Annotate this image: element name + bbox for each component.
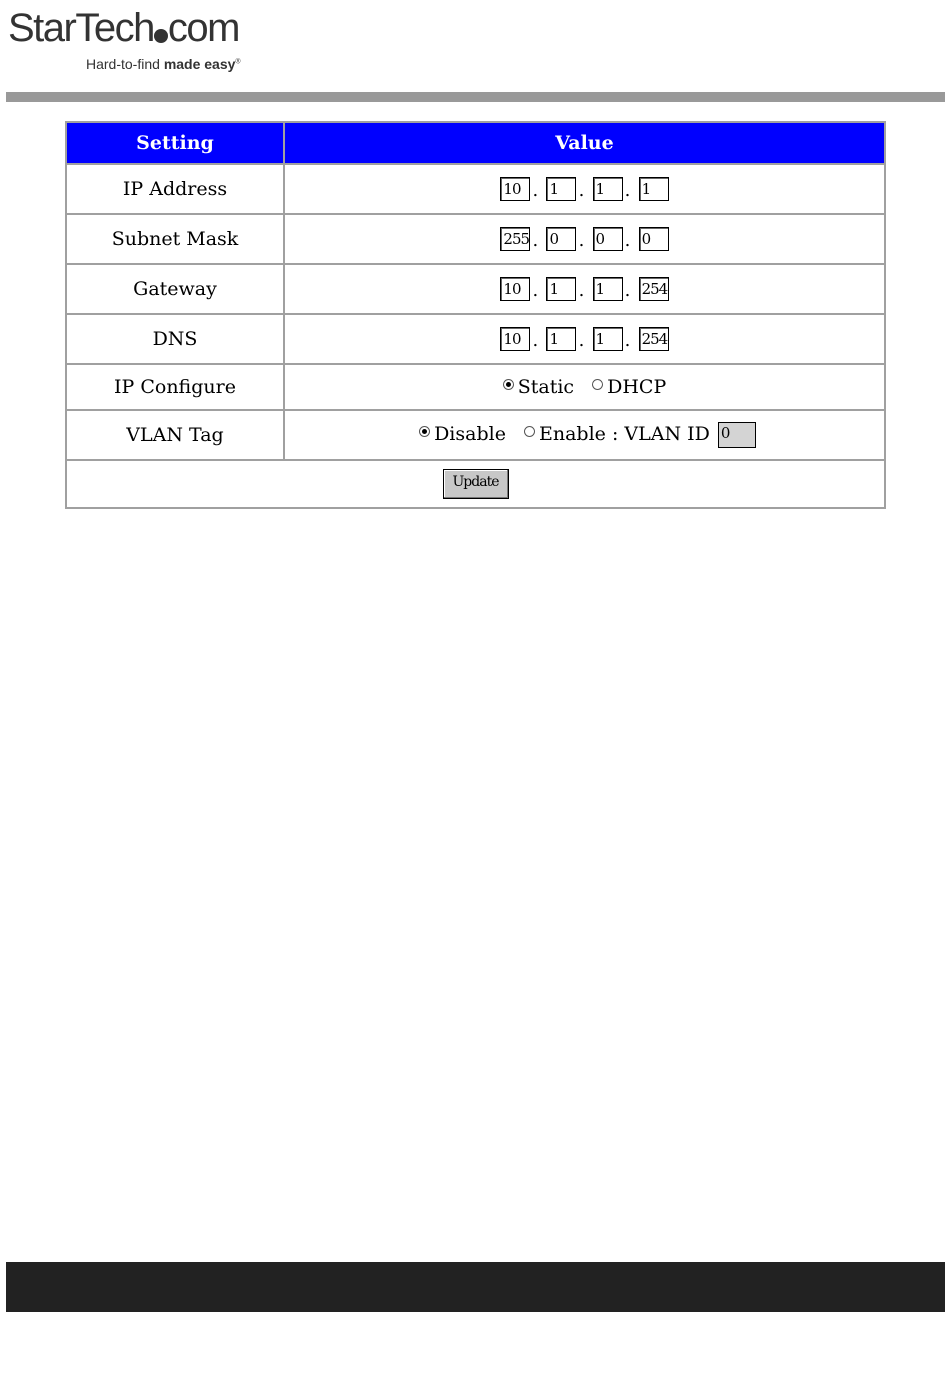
header-value: Value xyxy=(284,122,885,164)
disable-option[interactable]: Disable xyxy=(419,423,506,445)
value-vlan-tag xyxy=(284,410,885,460)
table-row-dns xyxy=(66,314,885,364)
table-row-update xyxy=(66,460,885,508)
logo-wordmark: StarTech com xyxy=(8,6,239,50)
update-button[interactable]: Update xyxy=(443,469,509,499)
startech-logo xyxy=(8,6,241,72)
subnet-mask-octet-2[interactable]: 0 xyxy=(546,227,576,251)
enable-radio[interactable] xyxy=(524,426,535,437)
ip-address-octet-1[interactable]: 10 xyxy=(500,177,530,201)
label-subnet-mask: Subnet Mask xyxy=(66,214,284,264)
table-row-subnet-mask xyxy=(66,214,885,264)
table-row-gateway xyxy=(66,264,885,314)
subnet-mask-octet-3[interactable]: 0 xyxy=(593,227,623,251)
dns-octet-2[interactable]: 1 xyxy=(546,327,576,351)
enable-option[interactable]: Enable : VLAN ID xyxy=(524,423,710,445)
static-option[interactable]: Static xyxy=(503,376,574,398)
header-divider-bar xyxy=(6,92,945,102)
ip-address-octet-3[interactable]: 1 xyxy=(593,177,623,201)
header-setting: Setting xyxy=(66,122,284,164)
logo-tagline: Hard-to-find made easy® xyxy=(86,56,241,72)
dns-octet-3[interactable]: 1 xyxy=(593,327,623,351)
network-settings-table xyxy=(65,121,886,509)
footer-bar xyxy=(6,1262,945,1312)
value-subnet-mask: 255 . 0 . 0 . 0 xyxy=(284,214,885,264)
update-cell xyxy=(66,460,885,508)
disable-radio[interactable] xyxy=(419,426,430,437)
value-dns: 10 . 1 . 1 . 254 xyxy=(284,314,885,364)
label-dns: DNS xyxy=(66,314,284,364)
table-row-ip-configure xyxy=(66,364,885,410)
table-header-row xyxy=(66,122,885,164)
label-ip-configure: IP Configure xyxy=(66,364,284,410)
gateway-octet-2[interactable]: 1 xyxy=(546,277,576,301)
vlan-id-input[interactable]: 0 xyxy=(718,422,756,448)
value-gateway: 10 . 1 . 1 . 254 xyxy=(284,264,885,314)
subnet-mask-octet-4[interactable]: 0 xyxy=(639,227,669,251)
subnet-mask-octet-1[interactable]: 255 xyxy=(500,227,530,251)
label-vlan-tag: VLAN Tag xyxy=(66,410,284,460)
ip-address-octet-2[interactable]: 1 xyxy=(546,177,576,201)
dhcp-radio[interactable] xyxy=(592,379,603,390)
value-ip-configure xyxy=(284,364,885,410)
dns-octet-4[interactable]: 254 xyxy=(639,327,669,351)
dns-octet-1[interactable]: 10 xyxy=(500,327,530,351)
label-ip-address: IP Address xyxy=(66,164,284,214)
table-row-ip-address xyxy=(66,164,885,214)
dhcp-option[interactable]: DHCP xyxy=(592,376,666,398)
gateway-octet-3[interactable]: 1 xyxy=(593,277,623,301)
table-row-vlan-tag xyxy=(66,410,885,460)
logo-dot-icon xyxy=(154,29,168,43)
static-radio[interactable] xyxy=(503,379,514,390)
gateway-octet-1[interactable]: 10 xyxy=(500,277,530,301)
value-ip-address: 10 . 1 . 1 . 1 xyxy=(284,164,885,214)
ip-address-octet-4[interactable]: 1 xyxy=(639,177,669,201)
label-gateway: Gateway xyxy=(66,264,284,314)
gateway-octet-4[interactable]: 254 xyxy=(639,277,669,301)
